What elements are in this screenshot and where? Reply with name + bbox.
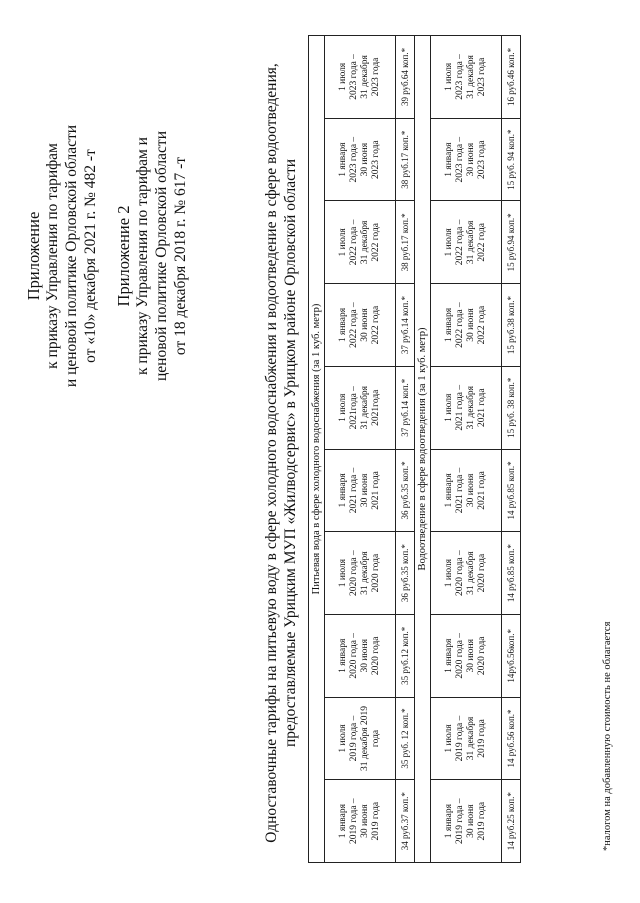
title-line: предоставляемые Урицким МУП «Жилводсервис» в Урицком районе Орловской области [282, 158, 299, 748]
period-cell: 1 января 2020 года – 30 июня 2020 года [431, 614, 502, 697]
period-cell: 1 июля 2021 года – 31 декабря 2021 года [431, 366, 502, 449]
price-cell: 14 руб.56 коп.* [502, 697, 521, 780]
period-cell: 1 января 2019 года – 30 июня 2019 года [431, 780, 502, 863]
period-cell: 1 января 2023 года – 30 июня 2023 года [325, 118, 396, 201]
price-cell: 15 руб.94 коп.* [502, 201, 521, 284]
price-cell: 14руб.56коп.* [502, 614, 521, 697]
price-cell: 34 руб.37 коп.* [396, 780, 415, 863]
tariff-table [308, 35, 521, 863]
period-cell: 1 января 2020 года – 30 июня 2020 года [325, 614, 396, 697]
price-cell: 39 руб.64 коп.* [396, 36, 415, 119]
price-cell: 36 руб.35 коп.* [396, 532, 415, 615]
price-cell: 37 руб.14 коп.* [396, 284, 415, 367]
price-cell: 15 руб. 94 коп.* [502, 118, 521, 201]
section-heading-water: Питьевая вода в сфере холодного водоснабжения (за 1 куб. метр) [309, 36, 325, 863]
period-cell: 1 января 2022 года – 30 июня 2022 года [431, 284, 502, 367]
price-cell: 35 руб. 12 коп.* [396, 697, 415, 780]
section-heading-row [309, 36, 325, 863]
price-cell: 37 руб.14 коп.* [396, 366, 415, 449]
period-row [431, 36, 502, 863]
price-cell: 38 руб.17 коп.* [396, 201, 415, 284]
approval-block-1 [24, 46, 100, 466]
period-cell: 1 июля 2020 года – 31 декабря 2020 года [325, 532, 396, 615]
period-row [325, 36, 396, 863]
period-cell: 1 января 2019 года – 30 июня 2019 года [325, 780, 396, 863]
approval-line: к приказу Управления по тарифам [44, 143, 61, 369]
approval-line: от «10» декабря 2021 г. № 482 -т [82, 149, 99, 363]
approval-line: от 18 декабря 2018 г. № 617 -т [172, 156, 189, 356]
section-heading-wastewater: Водоотведение в сфере водоотведения (за 1 куб. метр) [415, 36, 431, 863]
approval-line: и ценовой политике Орловской области [63, 124, 80, 388]
approval-block-2 [114, 46, 190, 466]
approval-stamps [24, 46, 204, 466]
approval-line: к приказу Управления по тарифам и [134, 137, 151, 375]
price-row [502, 36, 521, 863]
period-cell: 1 января 2023 года – 30 июня 2023 года [431, 118, 502, 201]
period-cell: 1 июля 2023 года – 31 декабря 2023 года [431, 36, 502, 119]
period-cell: 1 января 2021 года – 30 июня 2021 года [325, 449, 396, 532]
period-cell: 1 июля 2022 года – 31 декабря 2022 года [431, 201, 502, 284]
price-cell: 35 руб.12 коп.* [396, 614, 415, 697]
approval-line: ценовой политике Орловской области [153, 131, 170, 381]
price-cell: 15 руб. 38 коп.* [502, 366, 521, 449]
price-cell: 36 руб.35 коп.* [396, 449, 415, 532]
document-title [262, 43, 300, 863]
period-cell: 1 июля 2022 года – 31 декабря 2022 года [325, 201, 396, 284]
approval-heading: Приложение [24, 211, 43, 301]
period-cell: 1 июля 2019 года – 31 декабря 2019 года [431, 697, 502, 780]
approval-heading: Приложение 2 [114, 205, 133, 307]
section-heading-row [415, 36, 431, 863]
period-cell: 1 июля 2023 года – 31 декабря 2023 года [325, 36, 396, 119]
period-cell: 1 июля 2019 года – 31 декабря 2019 года [325, 697, 396, 780]
price-cell: 15 руб.38 коп.* [502, 284, 521, 367]
price-row [396, 36, 415, 863]
period-cell: 1 июля 2021года – 31 декабря 2021года [325, 366, 396, 449]
period-cell: 1 января 2022 года – 30 июня 2022 года [325, 284, 396, 367]
price-cell: 14 руб.85 коп.* [502, 532, 521, 615]
title-line: Одноставочные тарифы на питьевую воду в сфере холодного водоснабжения и водоотведение в сфере водоотведения, [263, 63, 280, 843]
price-cell: 16 руб.46 коп.* [502, 36, 521, 119]
price-cell: 14 руб.85 коп.* [502, 449, 521, 532]
price-cell: 38 руб.17 коп.* [396, 118, 415, 201]
period-cell: 1 января 2021 года – 30 июня 2021 года [431, 449, 502, 532]
period-cell: 1 июля 2020 года – 31 декабря 2020 года [431, 532, 502, 615]
footnote: *налогом на добавленную стоимость не облагается [602, 621, 613, 851]
price-cell: 14 руб.25 коп.* [502, 780, 521, 863]
